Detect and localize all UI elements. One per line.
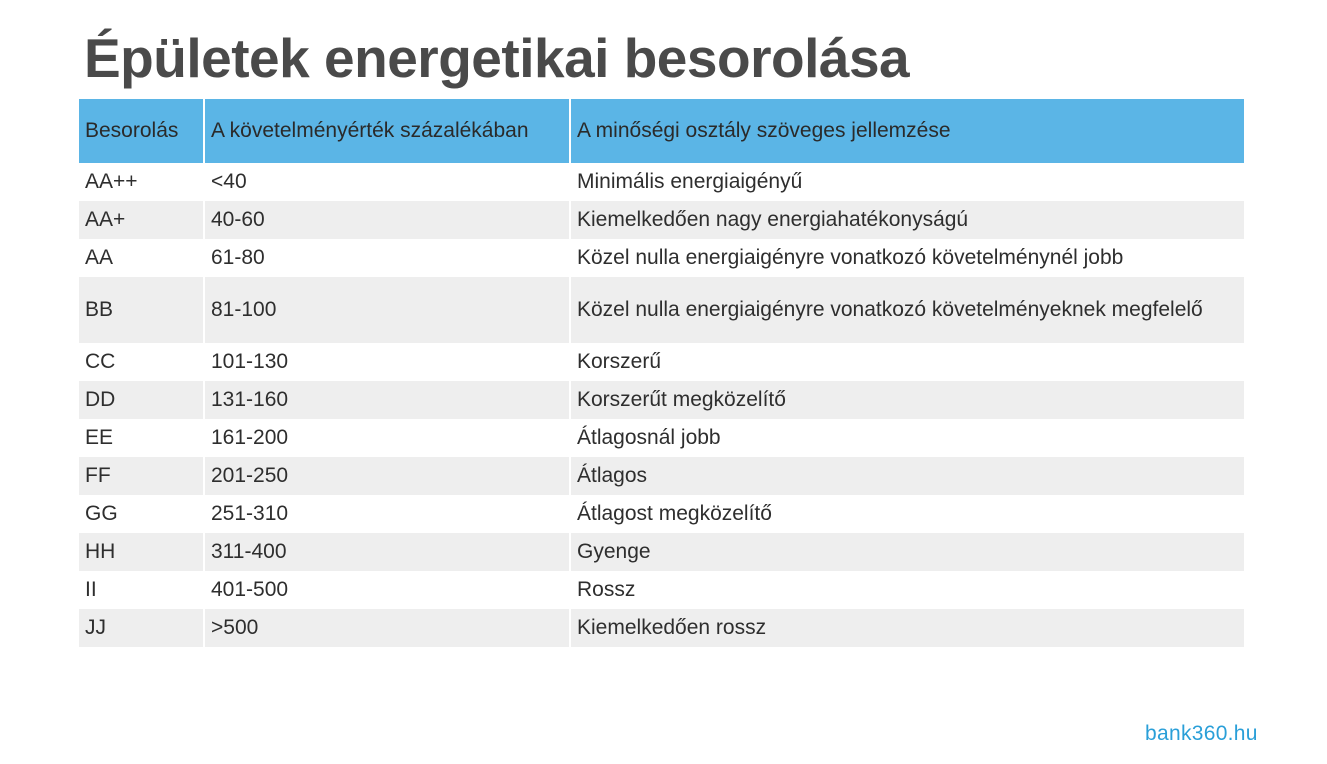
description-cell: Korszerűt megközelítő: [571, 381, 1244, 419]
table-row: [79, 457, 1244, 495]
percentage-cell: 81-100: [205, 277, 571, 343]
description-cell: Átlagost megközelítő: [571, 495, 1244, 533]
description-cell: Rossz: [571, 571, 1244, 609]
table-row: [79, 533, 1244, 571]
table-row: [79, 277, 1244, 343]
description-cell: Kiemelkedően rossz: [571, 609, 1244, 647]
rating-cell: JJ: [79, 609, 205, 647]
rating-cell: FF: [79, 457, 205, 495]
table-row: [79, 419, 1244, 457]
header-percentage: A követelményérték százalékában: [205, 99, 571, 163]
table-row: [79, 609, 1244, 647]
rating-cell: BB: [79, 277, 205, 343]
percentage-cell: 401-500: [205, 571, 571, 609]
rating-cell: CC: [79, 343, 205, 381]
table-row: [79, 495, 1244, 533]
percentage-cell: 101-130: [205, 343, 571, 381]
percentage-cell: >500: [205, 609, 571, 647]
table-row: [79, 343, 1244, 381]
rating-cell: GG: [79, 495, 205, 533]
description-cell: Átlagosnál jobb: [571, 419, 1244, 457]
page-title: Épületek energetikai besorolása: [84, 27, 910, 89]
rating-cell: HH: [79, 533, 205, 571]
table-row: [79, 381, 1244, 419]
percentage-cell: 251-310: [205, 495, 571, 533]
rating-cell: II: [79, 571, 205, 609]
header-rating: Besorolás: [79, 99, 205, 163]
percentage-cell: 161-200: [205, 419, 571, 457]
bank360-logo: bank360.hu: [1145, 722, 1258, 745]
table-row: [79, 571, 1244, 609]
description-cell: Közel nulla energiaigényre vonatkozó követelményeknek megfelelő: [571, 277, 1244, 343]
header-description: A minőségi osztály szöveges jellemzése: [571, 99, 1244, 163]
energy-rating-table: [79, 99, 1244, 647]
description-cell: Korszerű: [571, 343, 1244, 381]
rating-cell: EE: [79, 419, 205, 457]
description-cell: Közel nulla energiaigényre vonatkozó követelménynél jobb: [571, 239, 1244, 277]
percentage-cell: 201-250: [205, 457, 571, 495]
percentage-cell: <40: [205, 163, 571, 201]
percentage-cell: 131-160: [205, 381, 571, 419]
rating-cell: AA+: [79, 201, 205, 239]
table-header-row: [79, 99, 1244, 163]
description-cell: Gyenge: [571, 533, 1244, 571]
rating-cell: DD: [79, 381, 205, 419]
description-cell: Minimális energiaigényű: [571, 163, 1244, 201]
description-cell: Átlagos: [571, 457, 1244, 495]
rating-cell: AA++: [79, 163, 205, 201]
percentage-cell: 40-60: [205, 201, 571, 239]
percentage-cell: 61-80: [205, 239, 571, 277]
description-cell: Kiemelkedően nagy energiahatékonyságú: [571, 201, 1244, 239]
table-row: [79, 201, 1244, 239]
table-row: [79, 163, 1244, 201]
table-row: [79, 239, 1244, 277]
percentage-cell: 311-400: [205, 533, 571, 571]
rating-cell: AA: [79, 239, 205, 277]
